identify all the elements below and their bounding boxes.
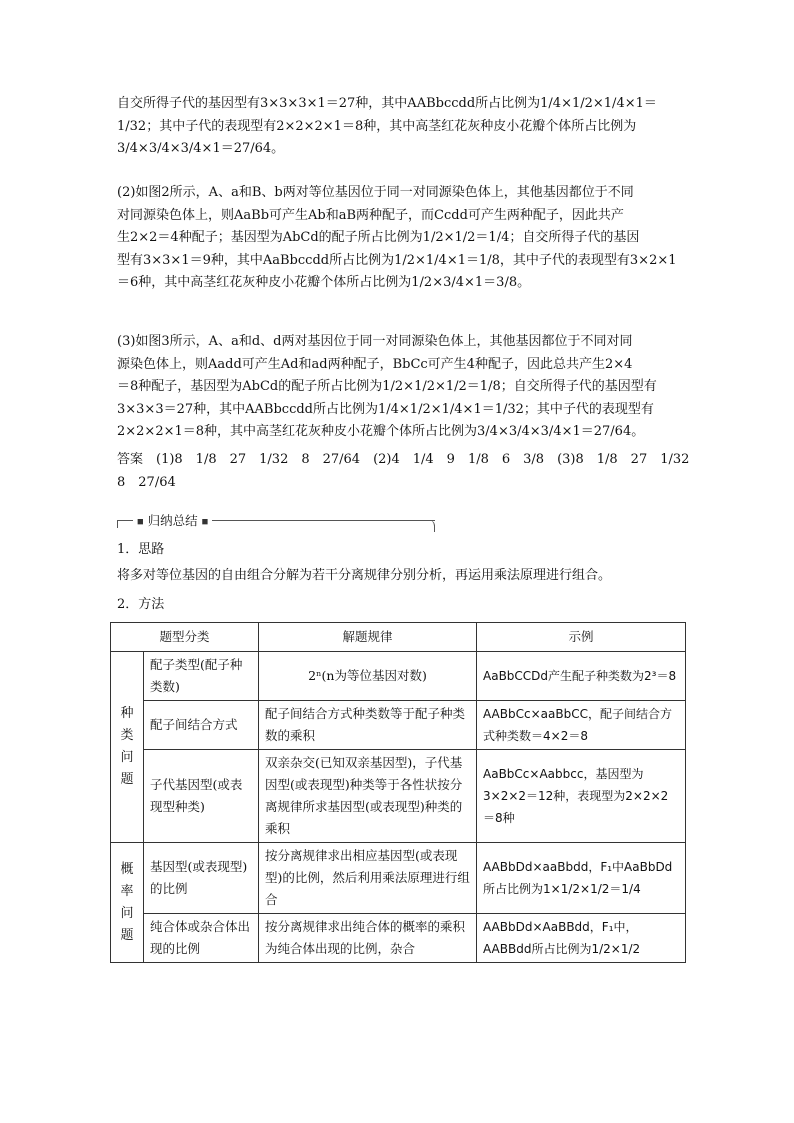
example-cell: AABbCc×aaBbCC，配子间结合方式种类数＝4×2＝8 — [477, 701, 686, 750]
answer-line: 8 27/64 — [117, 474, 176, 490]
answer-line: 答案 (1)8 1/8 27 1/32 8 27/64 (2)4 1/4 9 1/8 6 3/8 (3)8 1/8 27 1/32 — [117, 452, 690, 467]
method-table — [110, 622, 686, 963]
type-cell: 配子类型(配子种类数) — [144, 652, 259, 701]
example-cell: AaBbCCDd产生配子种类数为2³＝8 — [477, 652, 686, 701]
explanation-paragraph-2 — [117, 182, 685, 295]
type-cell: 配子间结合方式 — [144, 701, 259, 750]
text-line: 源染色体上，则Aadd可产生Ad和ad两种配子，BbCc可产生4种配子，因此总共产生2×4 — [117, 356, 633, 372]
section-heading-2: 2．方法 — [117, 597, 165, 612]
explanation-paragraph-1 — [117, 93, 685, 161]
rule-cell: 配子间结合方式种类数等于配子种类数的乘积 — [259, 701, 477, 750]
section-text-1: 将多对等位基因的自由组合分解为若干分离规律分别分析，再运用乘法原理进行组合。 — [117, 568, 612, 583]
rule-cell: 双亲杂交(已知双亲基因型)，子代基因型(或表现型)种类等于各性状按分离规律所求基因型(或表现型)种类的乘积 — [259, 750, 477, 843]
header-cell: 解题规律 — [259, 623, 477, 652]
text-line: 生2×2＝4种配子；基因型为AbCd的配子所占比例为1/2×1/2＝1/4；自交所得子代的基因 — [117, 230, 640, 245]
header-cell: 示例 — [477, 623, 686, 652]
rule-cell: 按分离规律求出相应基因型(或表现型)的比例，然后利用乘法原理进行组合 — [259, 843, 477, 914]
table-row — [111, 914, 686, 963]
summary-header — [117, 513, 435, 531]
rule-cell: 2ⁿ(n为等位基因对数) — [259, 652, 477, 701]
section-heading-1: 1．思路 — [117, 542, 165, 557]
text-line: ＝6种，其中高茎红花灰种皮小花瓣个体所占比例为1/2×3/4×1＝3/8。 — [117, 275, 531, 290]
summary-title: 归纳总结 — [147, 513, 198, 528]
text-line: 型有3×3×1＝9种，其中AaBbccdd所占比例为1/2×1/4×1＝1/8，其中子代的表现型有3×2×1 — [117, 252, 677, 268]
type-cell: 子代基因型(或表现型种类) — [144, 750, 259, 843]
text-line: (2)如图2所示，A、a和B、b两对等位基因位于同一对同源染色体上，其他基因都位于不同 — [117, 185, 634, 200]
text-line: 3×3×3＝27种，其中AABbccdd所占比例为1/4×1/2×1/4×1＝1/32；其中子代的表现型有 — [117, 401, 654, 417]
group-cell: 概率问题 — [111, 843, 144, 963]
text-line: (3)如图3所示，A、a和d、d两对基因位于同一对同源染色体上，其他基因都位于不同对同 — [117, 334, 633, 349]
divider — [428, 520, 435, 532]
rule-cell: 按分离规律求出纯合体的概率的乘积为纯合体出现的比例，杂合 — [259, 914, 477, 963]
type-cell: 基因型(或表现型)的比例 — [144, 843, 259, 914]
summary-label — [133, 511, 212, 529]
text-line: 对同源染色体上，则AaBb可产生Ab和aB两种配子，而Ccdd可产生两种配子，因此共产 — [117, 207, 624, 223]
bullet-icon: ■ — [201, 517, 209, 526]
example-cell: AaBbCc×Aabbcc，基因型为3×2×2＝12种，表现型为2×2×2＝8种 — [477, 750, 686, 843]
group-cell: 种类问题 — [111, 652, 144, 843]
text-line: ＝8种配子，基因型为AbCd的配子所占比例为1/2×1/2×1/2＝1/8；自交所得子代的基因型有 — [117, 379, 657, 394]
text-line: 1/32；其中子代的表现型有2×2×2×1＝8种，其中高茎红花灰种皮小花瓣个体所占比例为 — [117, 118, 637, 134]
type-cell: 纯合体或杂合体出现的比例 — [144, 914, 259, 963]
explanation-paragraph-3 — [117, 331, 685, 444]
text-line: 2×2×2×1＝8种，其中高茎红花灰种皮小花瓣个体所占比例为3/4×3/4×3/4×1＝27/64。 — [117, 424, 645, 439]
table-row — [111, 701, 686, 750]
table-row — [111, 843, 686, 914]
divider — [117, 520, 124, 528]
table-row — [111, 652, 686, 701]
bullet-icon: ■ — [137, 517, 144, 526]
text-line: 3/4×3/4×3/4×1＝27/64。 — [117, 141, 285, 156]
answer-block — [117, 449, 690, 494]
table-row — [111, 750, 686, 843]
text-line: 自交所得子代的基因型有3×3×3×1＝27种，其中AABbccdd所占比例为1/4×1/2×1/4×1＝ — [117, 96, 657, 111]
header-cell: 题型分类 — [111, 623, 259, 652]
example-cell: AABbDd×aaBbdd，F₁中AaBbDd所占比例为1×1/2×1/2＝1/4 — [477, 843, 686, 914]
table-header-row — [111, 623, 686, 652]
example-cell: AABbDd×AaBBdd，F₁中，AABBdd所占比例为1/2×1/2 — [477, 914, 686, 963]
